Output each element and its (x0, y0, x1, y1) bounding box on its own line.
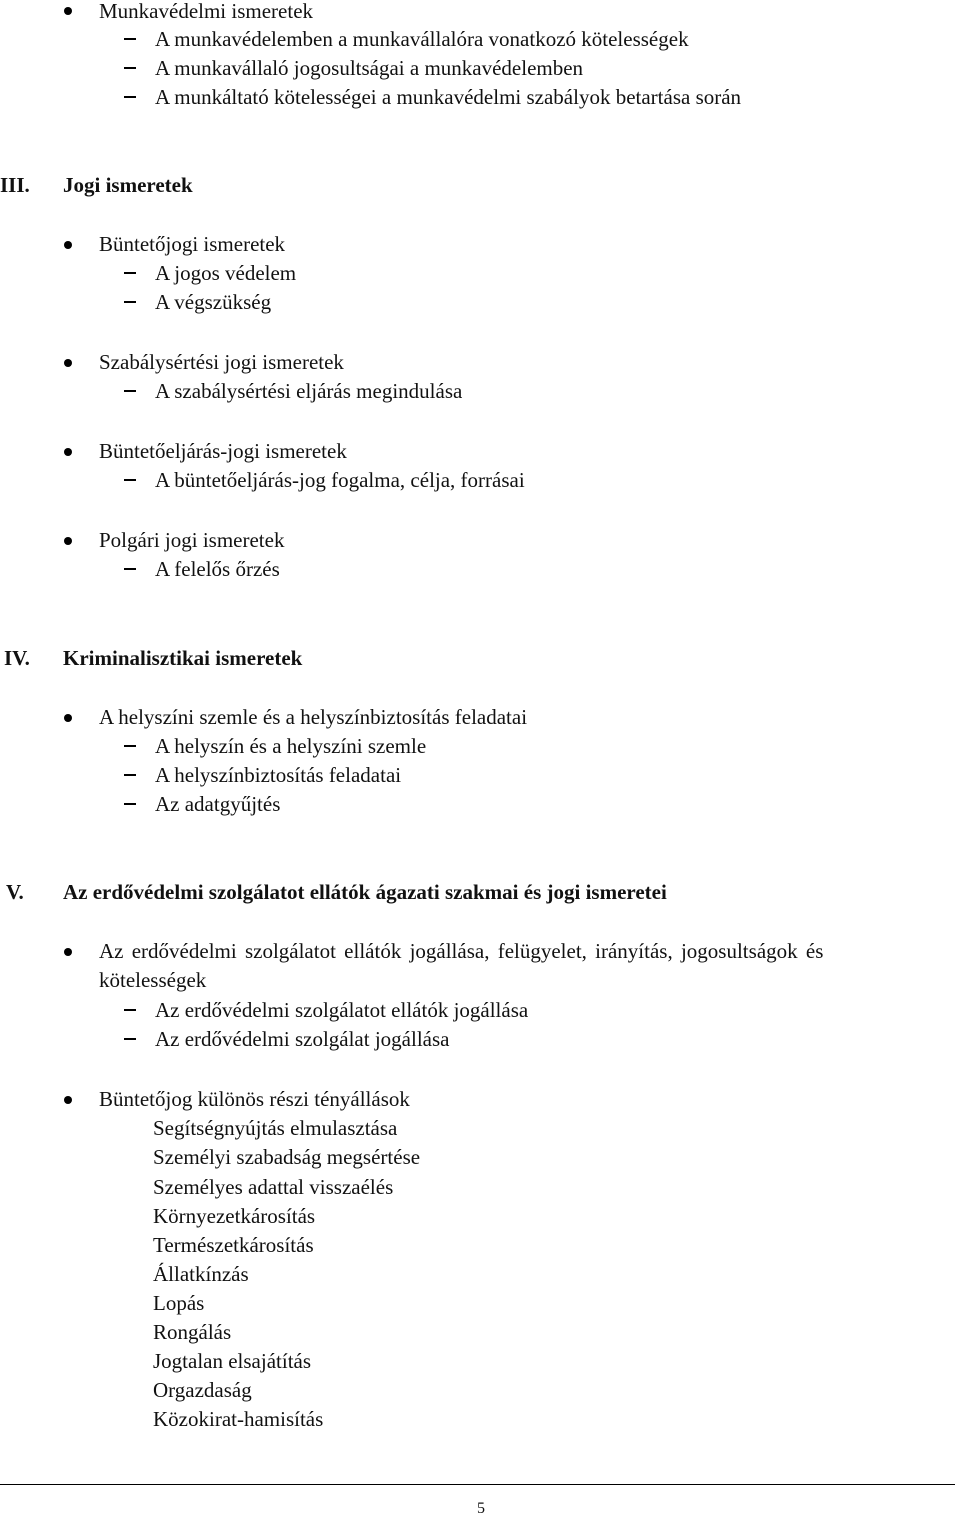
offense-item: Lopás (153, 1291, 205, 1315)
list-subitem: A szabálysértési eljárás megindulása (155, 379, 463, 403)
list-subitem: Az erdővédelmi szolgálatot ellátók jogállása (155, 998, 529, 1022)
offense-item: Állatkínzás (153, 1262, 249, 1286)
list-item: Büntetőjog különös részi tényállások (99, 1087, 410, 1111)
bullet-icon (64, 948, 72, 956)
list-subitem: A helyszínbiztosítás feladatai (155, 763, 402, 787)
list-subitem: A felelős őrzés (155, 557, 280, 581)
offense-item: Rongálás (153, 1320, 232, 1344)
list-item: Szabálysértési jogi ismeretek (99, 350, 344, 374)
list-subitem: A munkavállaló jogosultságai a munkavédelemben (155, 56, 584, 80)
dash-icon (124, 67, 136, 69)
list-item-continuation: kötelességek (99, 968, 207, 992)
dash-icon (124, 803, 136, 805)
offense-item: Jogtalan elsajátítás (153, 1349, 312, 1373)
bullet-icon (64, 7, 72, 15)
offense-item: Közokirat-hamisítás (153, 1407, 324, 1431)
bullet-icon (64, 1096, 72, 1104)
section-number: III. (0, 173, 30, 197)
section-title: Az erdővédelmi szolgálatot ellátók ágazati szakmai és jogi ismeretei (63, 880, 667, 904)
list-item: Munkavédelmi ismeretek (99, 0, 314, 23)
dash-icon (124, 96, 136, 98)
list-item: A helyszíni szemle és a helyszínbiztosítás feladatai (99, 705, 528, 729)
section-title: Kriminalisztikai ismeretek (63, 646, 303, 670)
list-subitem: Az erdővédelmi szolgálat jogállása (155, 1027, 450, 1051)
offense-item: Orgazdaság (153, 1378, 252, 1402)
offense-item: Természetkárosítás (153, 1233, 314, 1257)
bullet-icon (64, 359, 72, 367)
list-subitem: A helyszín és a helyszíni szemle (155, 734, 427, 758)
dash-icon (124, 774, 136, 776)
list-subitem: A végszükség (155, 290, 272, 314)
list-subitem: A büntetőeljárás-jog fogalma, célja, forrásai (155, 468, 525, 492)
dash-icon (124, 272, 136, 274)
offense-item: Személyi szabadság megsértése (153, 1145, 421, 1169)
list-item: Polgári jogi ismeretek (99, 528, 285, 552)
offense-item: Személyes adattal visszaélés (153, 1175, 394, 1199)
list-item: Büntetőeljárás-jogi ismeretek (99, 439, 347, 463)
list-subitem: A jogos védelem (155, 261, 297, 285)
dash-icon (124, 301, 136, 303)
dash-icon (124, 1009, 136, 1011)
bullet-icon (64, 537, 72, 545)
section-number: IV. (4, 646, 30, 670)
list-subitem: A munkáltató kötelességei a munkavédelmi szabályok betartása során (155, 85, 742, 109)
dash-icon (124, 479, 136, 481)
section-title: Jogi ismeretek (63, 173, 193, 197)
offense-item: Segítségnyújtás elmulasztása (153, 1116, 398, 1140)
dash-icon (124, 38, 136, 40)
list-subitem: Az adatgyűjtés (155, 792, 281, 816)
offense-item: Környezetkárosítás (153, 1204, 316, 1228)
dash-icon (124, 568, 136, 570)
dash-icon (124, 745, 136, 747)
list-subitem: A munkavédelemben a munkavállalóra vonatkozó kötelességek (155, 27, 689, 51)
dash-icon (124, 390, 136, 392)
list-item: Az erdővédelmi szolgálatot ellátók jogállása, felügyelet, irányítás, jogosultságok és (99, 939, 824, 963)
bullet-icon (64, 448, 72, 456)
bullet-icon (64, 714, 72, 722)
dash-icon (124, 1038, 136, 1040)
list-item: Büntetőjogi ismeretek (99, 232, 286, 256)
section-number: V. (6, 880, 24, 904)
bullet-icon (64, 241, 72, 249)
footer-divider (0, 1484, 955, 1485)
page-number: 5 (477, 1500, 485, 1517)
